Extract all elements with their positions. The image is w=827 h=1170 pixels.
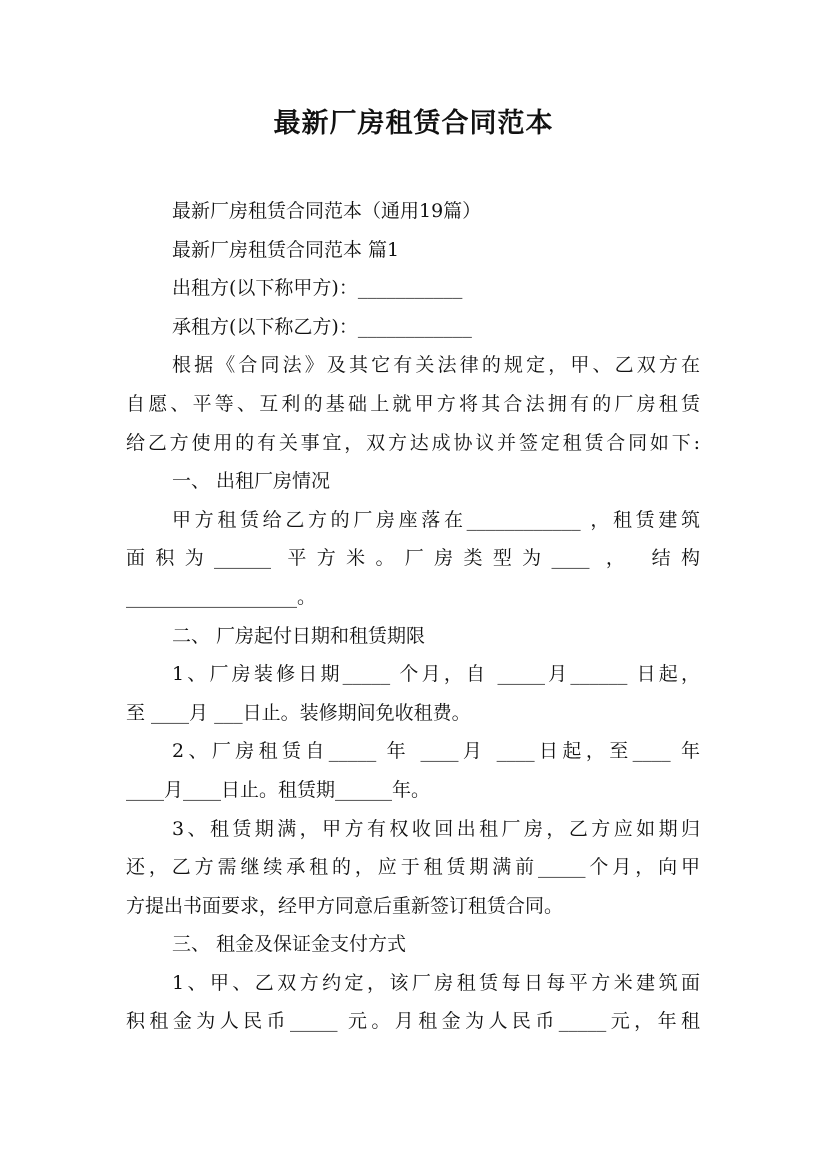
text-line: ____月____日止。租赁期______年。 — [126, 778, 431, 801]
text-line: 一、 出租厂房情况 — [172, 470, 331, 493]
text-line: 1、甲、乙双方约定，该厂房租赁每日每平方米建筑面 — [172, 971, 700, 994]
text-line: 积租金为人民币_____ 元。月租金为人民币_____元，年租 — [126, 1010, 700, 1033]
text-line: 甲方租赁给乙方的厂房座落在____________ ，租赁建筑 — [172, 508, 700, 531]
text-line: 至 ____月 ___日止。装修期间免收租费。 — [126, 701, 471, 724]
text-line: 1、厂房装修日期_____ 个月，自 _____月______ 日起， — [172, 663, 700, 686]
text-line: 最新厂房租赁合同范本（通用19篇） — [172, 200, 482, 222]
text-line: 二、 厂房起付日期和租赁期限 — [172, 624, 426, 647]
text-line: 还，乙方需继续承租的，应于租赁期满前_____个月，向甲 — [126, 856, 700, 879]
text-line: 3、租赁期满，甲方有权收回出租厂房，乙方应如期归 — [172, 817, 700, 840]
document-title: 最新厂房租赁合同范本 — [273, 108, 554, 139]
text-line: 给乙方使用的有关事宜，双方达成协议并签定租赁合同如下: — [126, 431, 700, 454]
text-line: 自愿、平等、互利的基础上就甲方将其合法拥有的厂房租赁 — [126, 392, 700, 415]
document-body — [126, 192, 700, 1041]
text-line: 最新厂房租赁合同范本 篇1 — [172, 238, 400, 261]
text-line: 方提出书面要求，经甲方同意后重新签订租赁合同。 — [126, 894, 564, 917]
text-line: 2、厂房租赁自_____ 年 ____月 ____日起，至____ 年 — [172, 740, 700, 763]
text-line: 三、 租金及保证金支付方式 — [172, 933, 407, 956]
text-line: 承租方(以下称乙方)：____________ — [172, 315, 472, 338]
text-line: __________________。 — [126, 585, 317, 608]
text-line: 面积为______ 平方米。厂房类型为____ ， 结构 — [126, 547, 700, 570]
text-line: 出租方(以下称甲方)：___________ — [172, 277, 463, 300]
text-line: 根据《合同法》及其它有关法律的规定，甲、乙双方在 — [172, 354, 700, 377]
